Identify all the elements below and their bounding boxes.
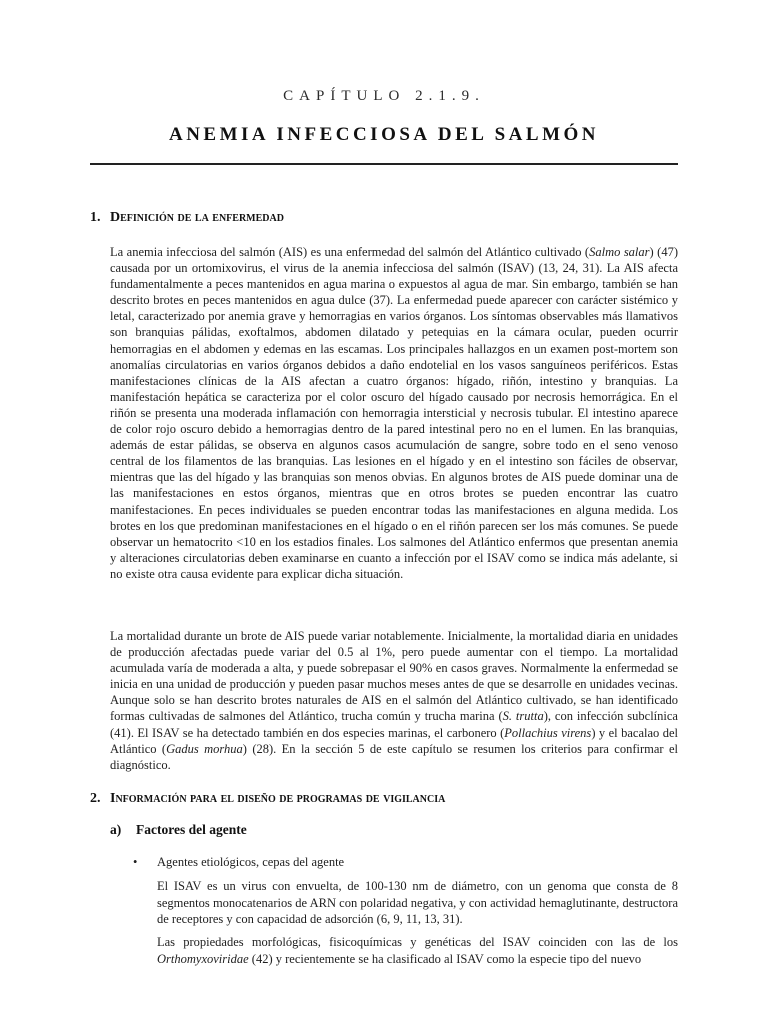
subsection-a-title: Factores del agente [136, 822, 247, 837]
subsection-a-heading [110, 822, 247, 838]
section-2-paragraph-1: El ISAV es un virus con envuelta, de 100-130 nm de diámetro, con un genoma que consta de 8 segmentos monocatenarios de ARN con polaridad negativa, y con actividad hemaglutinante, destructora de receptores y con capacidad de adsorción (6, 9, 11, 13, 31). [157, 879, 678, 926]
subsection-a-letter: a) [110, 822, 122, 837]
section-2-paragraph-2: Las propiedades morfológicas, fisicoquímicas y genéticas del ISAV coinciden con las de los Orthomyxoviridae (42) y recientemente se ha clasificado al ISAV como la especie tipo del nuevo [157, 935, 678, 966]
chapter-title: ANEMIA INFECCIOSA DEL SALMÓN [168, 124, 600, 145]
section-1-heading [90, 210, 284, 226]
section-1-paragraph-1: La anemia infecciosa del salmón (AIS) es una enfermedad del salmón del Atlántico cultivado (Salmo salar) (47) causada por un ortomixovirus, el virus de la anemia infecciosa del salmón (ISAV) (13, 24, 31). La AIS afecta fundamentalmente a peces mantenidos en agua marina o expuestos al agua de mar. Sin embargo, también se han descrito brotes en peces mantenidos en agua dulce (37). La enfermedad puede aparecer con carácter sistémico y letal, caracterizado por anemia grave y hemorragias en varios órganos. Los síntomas observables más llamativos son branquias pálidas, exoftalmos, abdomen dilatado y petequias en la cámara ocular, pueden ocurrir hemorragias en el abdomen y edemas en las escamas. Los principales hallazgos en un examen post-mortem son anomalías circulatorias en varios órganos debidos a daño endotelial en los vasos sanguíneos periféricos. Estas manifestaciones clínicas de la AIS afectan a cuatro órganos: hígado, riñón, intestino y branquias. La manifestación hepática se caracteriza por el color oscuro del hígado causado por necrosis hemorrágica. En el riñón se presenta una moderada inflamación con hemorragia intersticial y necrosis tubular. El intestino aparece de color rojo oscuro debido a hemorragias dentro de la pared intestinal pero no en el lumen. En las branquias, además de estar pálidas, se observa en algunos casos acumulación de sangre, sobre todo en el seno venoso central de los filamentos de las branquias. Las lesiones en el hígado y en el intestino son fáciles de observar, mientras que las del hígado y las branquias son menos obvias. En algunos brotes de AIS puede dominar una de las manifestaciones en estos órganos, mientras que en otros brotes se pueden encontrar las cuatro manifestaciones. En peces individuales se pueden encontrar todas las manifestaciones en alguna medida. Los brotes en los que predominan manifestaciones en el hígado o en el riñón parecen ser los más comunes. Se puede observar un hematocrito <10 en los estadios finales. Los salmones del Atlántico enfermos que presentan anemia y alteraciones circulatorias deben examinarse en cuanto a infección por el ISAV como se indica más adelante, si no existe otra causa evidente para explicar dicha situación. [110, 245, 678, 581]
section-1-number: 1. [90, 210, 101, 225]
chapter-number: CAPÍTULO 2.1.9. [283, 88, 485, 104]
section-2-title: Información para el diseño de programas de vigilancia [110, 791, 446, 806]
section-1-paragraph-2: La mortalidad durante un brote de AIS puede variar notablemente. Inicialmente, la mortalidad diaria en unidades de producción afectadas puede variar del 0.5 al 1%, pero puede aumentar con el tiempo. La mortalidad acumulada varía de moderada a alta, y puede sobrepasar el 90% en casos graves. Normalmente la enfermedad se inicia en una unidad de producción y pueden pasar muchos meses antes de que se desarrolle en unidades vecinas. Aunque solo se han descrito brotes naturales de AIS en el salmón del Atlántico cultivado, se han identificado formas cultivadas de salmones del Atlántico, trucha común y trucha marina (S. trutta), con infección subclínica (41). El ISAV se ha detectado también en dos especies marinas, el carbonero (Pollachius virens) y el bacalao del Atlántico (Gadus morhua) (28). En la sección 5 de este capítulo se resumen los criterios para confirmar el diagnóstico. [110, 629, 678, 772]
section-1-title: Definición de la enfermedad [110, 210, 284, 225]
section-2-heading [90, 791, 445, 807]
bullet-icon: • [133, 855, 138, 869]
title-divider [90, 163, 678, 165]
section-2-number: 2. [90, 791, 101, 806]
bullet-item [133, 855, 344, 870]
bullet-item-text: Agentes etiológicos, cepas del agente [157, 855, 345, 869]
